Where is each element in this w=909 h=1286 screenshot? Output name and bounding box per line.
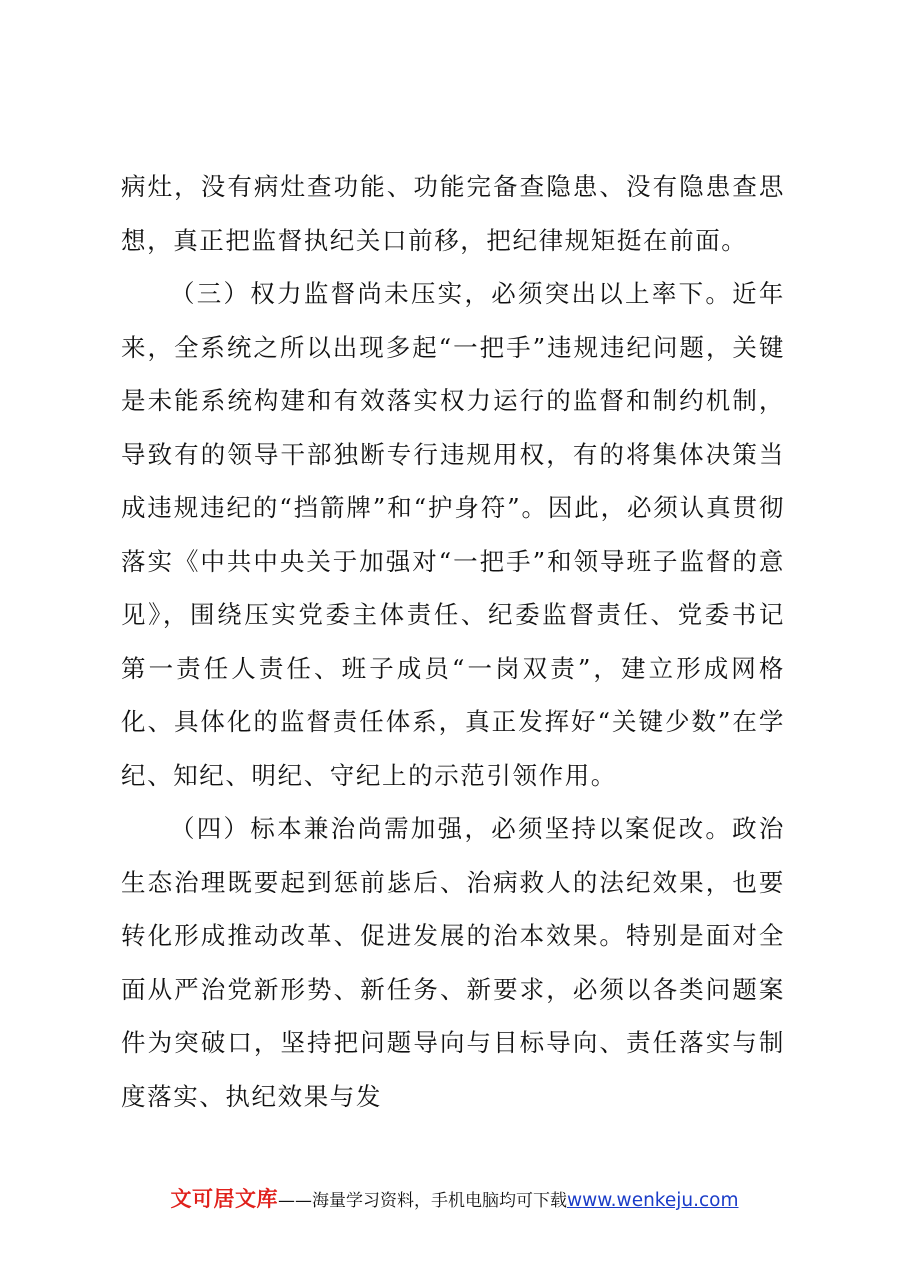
paragraph-section-four: （四）标本兼治尚需加强，必须坚持以案促改。政治生态治理既要起到惩前毖后、治病救人的法纪效果，也要转化形成推动改革、促进发展的治本效果。特别是面对全面从严治党新形势、新任务、新要求，必须以各类问题案件为突破口，坚持把问题导向与目标导向、责任落实与制度落实、执纪效果与发 — [121, 814, 785, 1111]
footer-website-link[interactable]: www.wenkeju.com — [566, 1190, 739, 1211]
paragraph-continuation: 病灶，没有病灶查功能、功能完备查隐患、没有隐患查思想，真正把监督执纪关口前移，把纪律规矩挺在前面。 — [121, 172, 785, 255]
footer-brand: 文可居文库 — [170, 1187, 278, 1211]
footer-tagline: ——海量学习资料，手机电脑均可下载 — [277, 1191, 567, 1211]
footer-banner — [0, 1183, 909, 1213]
document-body — [121, 160, 785, 1123]
paragraph-section-three: （三）权力监督尚未压实，必须突出以上率下。近年来，全系统之所以出现多起“一把手”违规违纪问题，关键是未能系统构建和有效落实权力运行的监督和制约机制，导致有的领导干部独断专行违规用权，有的将集体决策当成违规违纪的“挡箭牌”和“护身符”。因此，必须认真贯彻落实《中共中央关于加强对“一把手”和领导班子监督的意见》，围绕压实党委主体责任、纪委监督责任、党委书记第一责任人责任、班子成员“一岗双责”，建立形成网格化、具体化的监督责任体系，真正发挥好“关键少数”在学纪、知纪、明纪、守纪上的示范引领作用。 — [121, 279, 785, 790]
